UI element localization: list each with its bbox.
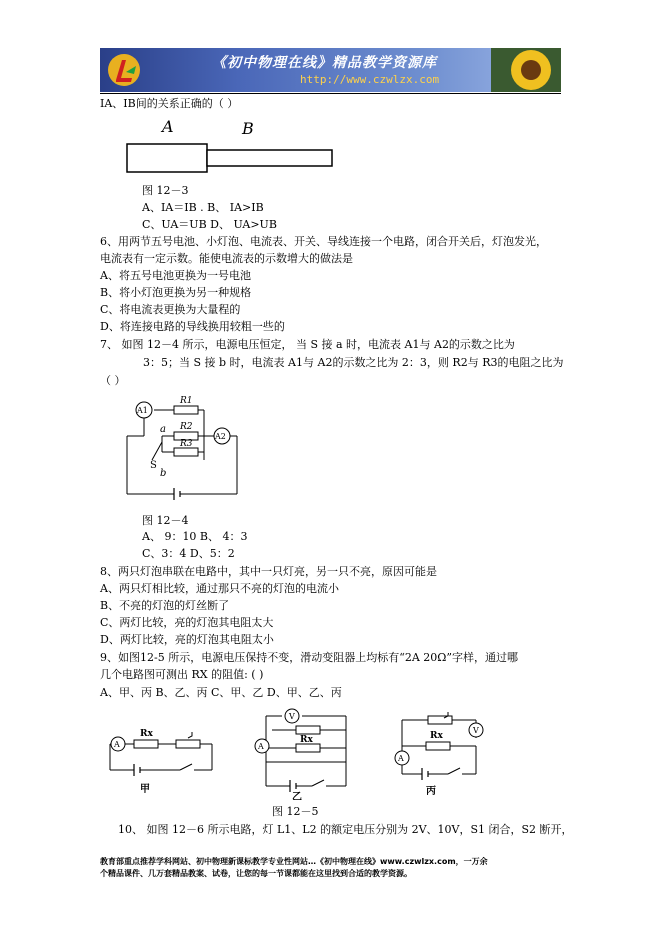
fig3-label-b: B [242, 119, 254, 138]
options-line: A、甲、丙 B、乙、丙 C、甲、乙 D、甲、乙、丙 [100, 686, 342, 699]
resistor-r3-label: R3 [180, 439, 193, 449]
voltmeter-label: V [473, 726, 479, 735]
voltmeter-label: V [289, 712, 295, 721]
header-url[interactable]: http://www.czwlzx.com [300, 73, 440, 86]
option-d: D、两灯比较，亮的灯泡其电阻太小 [100, 633, 274, 646]
option-ab: A、IA＝IB . B、 IA>IB [142, 201, 264, 214]
figure-12-3 [124, 116, 334, 176]
figure-label-yi: 乙 [292, 792, 302, 800]
ammeter-label: A [258, 742, 264, 751]
ammeter-label: A [398, 754, 404, 763]
switch-a-label: a [160, 424, 166, 435]
switch-b-label: b [160, 468, 167, 479]
question-6: 6、用两节五号电池、小灯泡、电流表、开关、导线连接一个电路，闭合开关后，灯泡发光， [100, 235, 547, 248]
option-b: B、将小灯泡更换为另一种规格 [100, 286, 252, 299]
footer-line: 个精品课件、几万套精品教案、试卷，让您的每一节课都能在这里找到合适的教学资源。 [100, 869, 412, 878]
resistor-r1-label: R1 [180, 396, 193, 406]
header-banner [100, 48, 561, 92]
figure-caption: 图 12－3 [142, 184, 189, 197]
header-title: 《初中物理在线》精品教学资源库 [212, 55, 437, 71]
option-c: C、将电流表更换为大量程的 [100, 303, 241, 316]
sunflower-icon [491, 48, 561, 92]
figure-12-5-bing [392, 708, 492, 800]
conductor-b [207, 150, 332, 166]
figure-label-jia: 甲 [140, 784, 150, 795]
answer-bracket: （ ） [100, 374, 126, 387]
conductor-a [127, 144, 207, 172]
option-a: A、将五号电池更换为一号电池 [100, 269, 251, 282]
fig3-label-a: A [162, 117, 174, 136]
ammeter-a2-label: A2 [215, 432, 226, 441]
figure-12-4 [122, 392, 242, 502]
resistor-rx-label: Rx [140, 729, 153, 739]
question-9: 9、如图12-5 所示，电源电压保持不变，滑动变阻器上均标有“2A 20Ω”字样，通过哪 [100, 651, 519, 664]
site-logo-icon [106, 52, 142, 88]
option-d: D、将连接电路的导线换用较粗一些的 [100, 320, 285, 333]
figure-12-5-yi [252, 708, 362, 800]
option-b: B、不亮的灯泡的灯丝断了 [100, 599, 230, 612]
resistor-rx-label: Rx [430, 731, 443, 741]
header-rule [100, 93, 561, 94]
figure-label-bing: 丙 [426, 786, 436, 797]
ammeter-a1-label: A1 [137, 406, 148, 415]
option-ab: A、 9：10 B、 4：3 [142, 530, 248, 543]
footer-line: 教育部重点推荐学科网站、初中物理新课标教学专业性网站…《初中物理在线》www.czwlzx.com，一万余 [100, 857, 488, 866]
resistor-r2-label: R2 [180, 422, 193, 432]
question-10: 10、 如图 12－6 所示电路，灯 L1、L2 的额定电压分别为 2V、10V，S1 闭合，S2 断开， [118, 823, 573, 836]
text-line: 电流表有一定示数。能使电流表的示数增大的做法是 [100, 252, 353, 265]
option-cd: C、UA＝UB D、 UA>UB [142, 218, 277, 231]
option-cd: C、3：4 D、5：2 [142, 547, 235, 560]
question-7: 7、 如图 12－4 所示，电源电压恒定， 当 S 接 a 时，电流表 A1与 A2的示数之比为 [100, 338, 515, 351]
ammeter-label: A [114, 740, 120, 749]
figure-caption: 图 12－5 [272, 805, 319, 818]
question-8: 8、两只灯泡串联在电路中，其中一只灯亮，另一只不亮，原因可能是 [100, 565, 437, 578]
text-line: 3：5；当 S 接 b 时，电流表 A1与 A2的示数之比为 2：3，则 R2与 R3的电阻之比为 [143, 356, 564, 369]
figure-12-5-jia [100, 720, 220, 800]
resistor-rx-label: Rx [300, 735, 313, 745]
option-c: C、两灯比较，亮的灯泡其电阻太大 [100, 616, 274, 629]
switch-s-label: S [150, 460, 157, 471]
text-line: 几个电路图可测出 RX 的阻值: ( ) [100, 668, 264, 681]
option-a: A、两只灯相比较，通过那只不亮的灯泡的电流小 [100, 582, 339, 595]
figure-caption: 图 12－4 [142, 514, 189, 527]
text-line: IA、IB间的关系正确的（ ） [100, 97, 239, 110]
